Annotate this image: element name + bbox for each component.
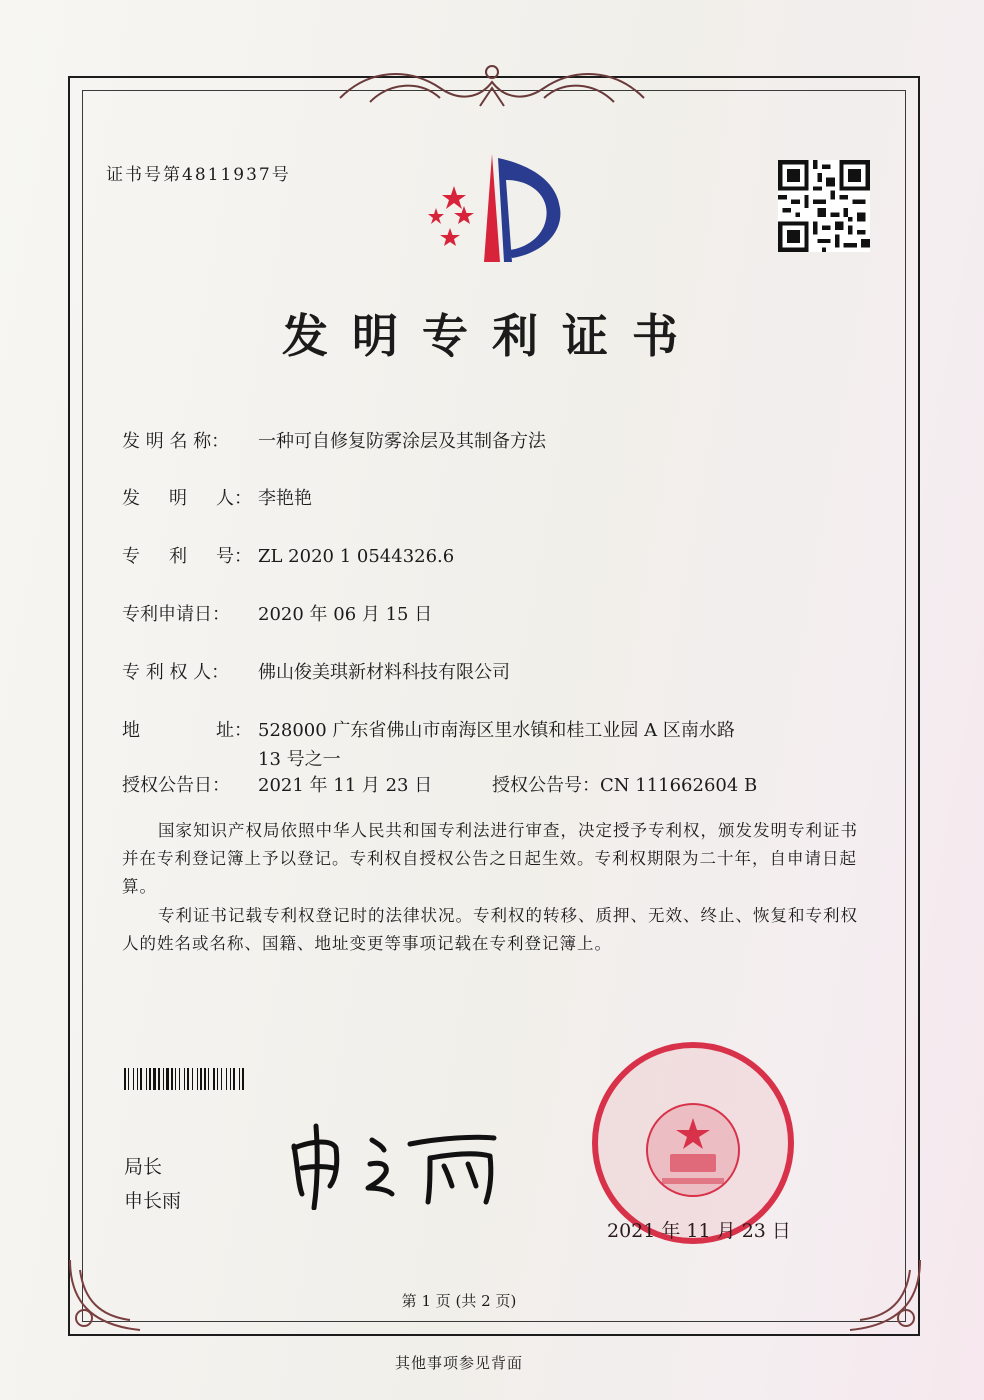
inventor-label-char: 人: [216, 488, 234, 509]
director-name: 申长雨: [124, 1190, 182, 1212]
inventor-label: [122, 484, 258, 510]
grant-pub-no-label: 授权公告号：: [492, 775, 600, 796]
address-value-line2: 13 号之一: [258, 749, 341, 770]
field-patent-number: [122, 542, 454, 568]
patent-number-label-char: 利: [169, 546, 187, 567]
address-label-char: 地: [122, 720, 140, 741]
address-value-line1: 528000 广东省佛山市南海区里水镇和桂工业园 A 区南水路: [258, 720, 735, 741]
field-grant-pub-no: [492, 771, 757, 797]
filing-date-label: 专利申请日：: [122, 604, 230, 625]
patentee-label: 专 利 权 人：: [122, 662, 230, 683]
patent-number-label-char: 专: [122, 546, 140, 567]
invention-name-value: 一种可自修复防雾涂层及其制备方法: [258, 431, 546, 452]
seal-date: 2021 年 11 月 23 日: [607, 1220, 791, 1242]
field-address: [122, 716, 735, 742]
grant-pub-no-value: CN 111662604 B: [600, 775, 758, 796]
field-grant-date: [122, 771, 432, 797]
paragraph-grant-statement: 国家知识产权局依照中华人民共和国专利法进行审查，决定授予专利权，颁发发明专利证书并在专利登记簿上予以登记。专利权自授权公告之日起生效。专利权期限为二十年，自申请日起算。: [122, 821, 858, 896]
patent-number-value: ZL 2020 1 0544326.6: [258, 546, 455, 567]
barcode-icon: [124, 1068, 378, 1090]
address-label-char: 址: [216, 720, 234, 741]
patent-number-label-char: 号: [216, 546, 234, 567]
page-number: 第 1 页 (共 2 页): [401, 1292, 517, 1310]
grant-date-value: 2021 年 11 月 23 日: [258, 775, 433, 796]
address-label-colon: ：: [234, 720, 252, 741]
top-ornament: [330, 58, 654, 114]
field-filing-date: [122, 600, 432, 626]
certificate-number: 证书号第4811937号: [106, 165, 291, 185]
director-signature: [280, 1118, 510, 1210]
footer-note: 其他事项参见背面: [394, 1354, 523, 1372]
field-invention-name: [122, 427, 546, 453]
qr-code-icon: [778, 160, 870, 252]
inventor-label-colon: ：: [234, 488, 252, 509]
invention-name-label: 发 明 名 称：: [122, 431, 230, 452]
inventor-label-char: 明: [169, 488, 187, 509]
inventor-value: 李艳艳: [258, 488, 312, 509]
filing-date-value: 2020 年 06 月 15 日: [258, 604, 433, 625]
cnipa-logo-icon: [414, 150, 574, 270]
field-patentee: [122, 658, 510, 684]
paragraph-legal-status: 专利证书记载专利权登记时的法律状况。专利权的转移、质押、无效、终止、恢复和专利权人的姓名或名称、国籍、地址变更等事项记载在专利登记簿上。: [122, 906, 858, 953]
patent-number-label: [122, 542, 258, 568]
patentee-value: 佛山俊美琪新材料科技有限公司: [258, 662, 510, 683]
certificate-title: 发明专利证书: [282, 309, 702, 363]
address-label: [122, 716, 258, 742]
field-inventor: [122, 484, 312, 510]
director-title: 局长: [124, 1156, 163, 1178]
inventor-label-char: 发: [122, 488, 140, 509]
patent-number-label-colon: ：: [234, 546, 252, 567]
grant-date-label: 授权公告日：: [122, 775, 230, 796]
